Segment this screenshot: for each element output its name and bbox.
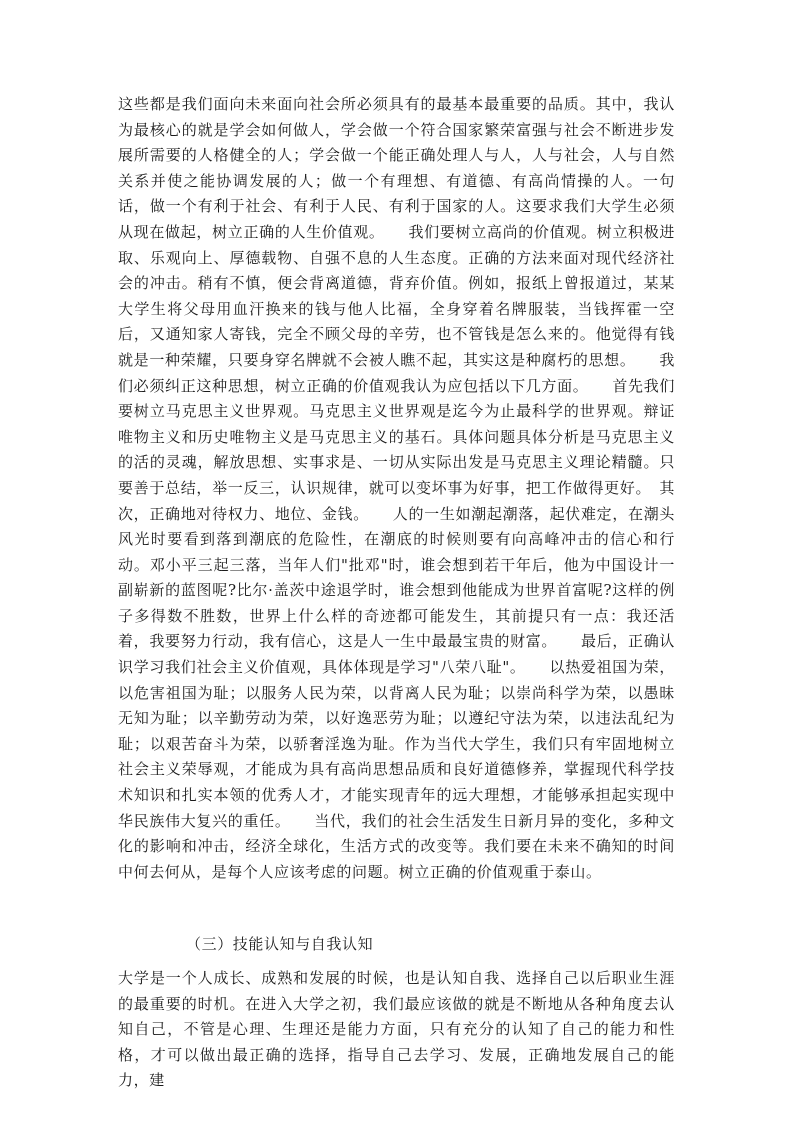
section-heading-skills-self-awareness: （三）技能认知与自我认知 — [186, 935, 374, 954]
body-paragraph-self-awareness: 大学是一个人成长、成熟和发展的时候，也是认知自我、选择自己以后职业生涯的最重要的时机。在进入大学之初，我们最应该做的就是不断地从各种角度去认知自己，不管是心理、生理还是能力方面，只有充分的认知了自己的能力和性格，才可以做出最正确的选择，指导自己去学习、发展，正确地发展自己的能力，建 — [118, 969, 675, 1090]
body-paragraph-values: 这些都是我们面向未来面向社会所必须具有的最基本最重要的品质。其中，我认为最核心的就是学会如何做人，学会做一个符合国家繁荣富强与社会不断进步发展所需要的人格健全的人；学会做一个能正确处理人与人，人与社会，人与自然关系并使之能协调发展的人；做一个有理想、有道德、有高尚情操的人。一句话，做一个有利于社会、有利于人民、有利于国家的人。这要求我们大学生必须从现在做起，树立正确的人生价值观。 我们要树立高尚的价值观。树立积极进取、乐观向上、厚德载物、自强不息的人生态度。正确的方法来面对现代经济社会的冲击。稍有不慎，便会背离道德，背弃价值。例如，报纸上曾报道过，某某大学生将父母用血汗换来的钱与他人比福，全身穿着名牌服装，当钱挥霍一空后，又通知家人寄钱，完全不顾父母的辛劳，也不管钱是怎么来的。他觉得有钱就是一种荣耀，只要身穿名牌就不会被人瞧不起，其实这是种腐朽的思想。 我们必须纠正这种思想，树立正确的价值观我认为应包括以下几方面。 首先我们要树立马克思主义世界观。马克思主义世界观是迄今为止最科学的世界观。辩证唯物主义和历史唯物主义是马克思主义的基石。具体问题具体分析是马克思主义的活的灵魂，解放思想、实事求是、一切从实际出发是马克思主义理论精髓。只要善于总结，举一反三，认识规律，就可以变坏事为好事，把工作做得更好。 其次，正确地对待权力、地位、金钱。 人的一生如潮起潮落，起伏难定，在潮头风光时要看到落到潮底的危险性，在潮底的时候则要有向高峰冲击的信心和行动。邓小平三起三落，当年人们"批邓"时，谁会想到若干年后，他为中国设计一副崭新的蓝图呢?比尔·盖茨中途退学时，谁会想到他能成为世界首富呢?这样的例子多得数不胜数，世界上什么样的奇迹都可能发生，其前提只有一点：我还活着，我要努力行动，我有信心，这是人一生中最最宝贵的财富。 最后，正确认识学习我们社会主义价值观，具体体现是学习"八荣八耻"。 以热爱祖国为荣，以危害祖国为耻；以服务人民为荣，以背离人民为耻；以崇尚科学为荣，以愚昧无知为耻；以辛勤劳动为荣，以好逸恶劳为耻；以遵纪守法为荣，以违法乱纪为耻；以艰苦奋斗为荣，以骄奢淫逸为耻。作为当代大学生，我们只有牢固地树立社会主义荣辱观，才能成为具有高尚思想品质和良好道德修养，掌握现代科学技术知识和扎实本领的优秀人才，才能实现青年的远大理想，才能够承担起实现中华民族伟大复兴的重任。 当代，我们的社会生活发生日新月异的变化，多种文化的影响和冲击，经济全球化，生活方式的改变等。我们要在未来不确知的时间中何去何从，是每个人应该考虑的问题。树立正确的价值观重于泰山。 — [118, 95, 675, 881]
document-page — [118, 92, 675, 1094]
